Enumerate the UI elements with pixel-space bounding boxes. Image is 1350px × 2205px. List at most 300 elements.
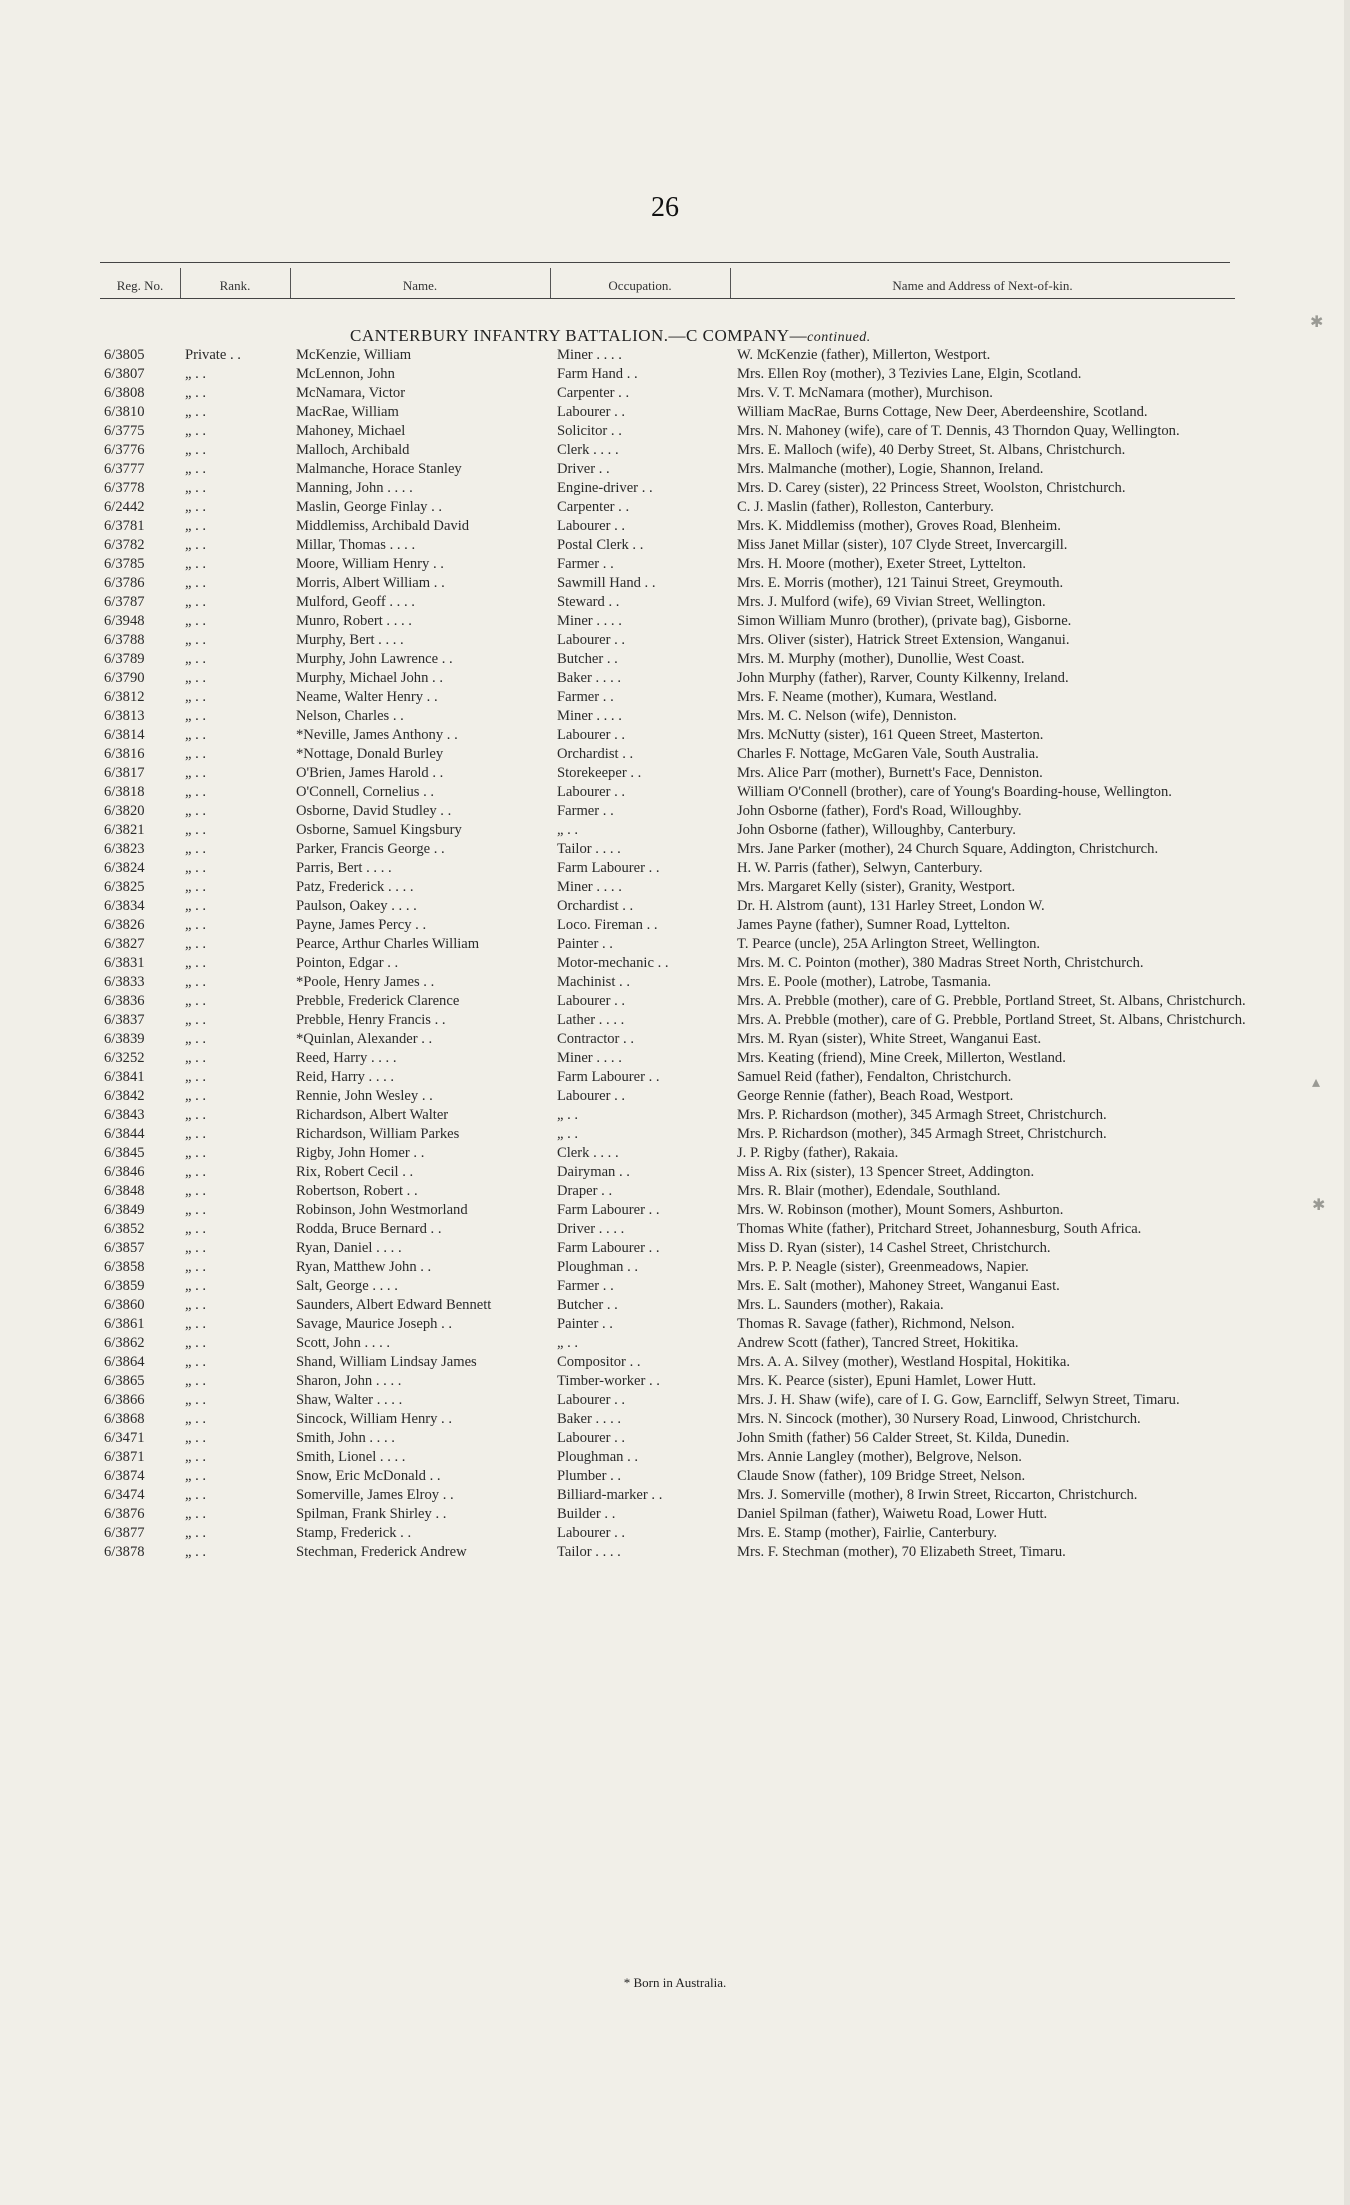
rank: „ . . xyxy=(185,803,207,819)
soldier-name: Pearce, Arthur Charles William xyxy=(296,936,480,952)
soldier-name: Neame, Walter Henry . . xyxy=(296,689,438,705)
table-row xyxy=(0,536,1350,555)
reg-number: 6/3789 xyxy=(104,651,145,667)
occupation: Billiard-marker . . xyxy=(557,1487,663,1503)
reg-number: 6/3871 xyxy=(104,1449,145,1465)
occupation: Machinist . . xyxy=(557,974,630,990)
occupation: Lather . . . . xyxy=(557,1012,625,1028)
soldier-name: Robertson, Robert . . xyxy=(296,1183,418,1199)
rank: „ . . xyxy=(185,366,207,382)
occupation: Sawmill Hand . . xyxy=(557,575,656,591)
reg-number: 6/3848 xyxy=(104,1183,145,1199)
next-of-kin: Mrs. W. Robinson (mother), Mount Somers, Ashburton. xyxy=(737,1202,1064,1218)
soldier-name: Richardson, Albert Walter xyxy=(296,1107,449,1123)
table-row xyxy=(0,650,1350,669)
table-row xyxy=(0,1258,1350,1277)
rank: „ . . xyxy=(185,613,207,629)
next-of-kin: T. Pearce (uncle), 25A Arlington Street, Wellington. xyxy=(737,936,1041,952)
next-of-kin: Mrs. M. C. Pointon (mother), 380 Madras Street North, Christchurch. xyxy=(737,955,1144,971)
next-of-kin: Daniel Spilman (father), Waiwetu Road, Lower Hutt. xyxy=(737,1506,1048,1522)
occupation: Farmer . . xyxy=(557,556,614,572)
next-of-kin: H. W. Parris (father), Selwyn, Canterbury. xyxy=(737,860,983,876)
soldier-name: Snow, Eric McDonald . . xyxy=(296,1468,441,1484)
occupation: Engine-driver . . xyxy=(557,480,653,496)
soldier-name: Pointon, Edgar . . xyxy=(296,955,399,971)
next-of-kin: Miss A. Rix (sister), 13 Spencer Street, Addington. xyxy=(737,1164,1035,1180)
rank: „ . . xyxy=(185,993,207,1009)
reg-number: 6/3252 xyxy=(104,1050,145,1066)
table-row xyxy=(0,384,1350,403)
reg-number: 6/3786 xyxy=(104,575,145,591)
next-of-kin: Charles F. Nottage, McGaren Vale, South Australia. xyxy=(737,746,1039,762)
soldier-name: Murphy, Bert . . . . xyxy=(296,632,404,648)
rank: „ . . xyxy=(185,974,207,990)
occupation: Tailor . . . . xyxy=(557,841,621,857)
next-of-kin: Andrew Scott (father), Tancred Street, Hokitika. xyxy=(737,1335,1019,1351)
reg-number: 6/3878 xyxy=(104,1544,145,1560)
occupation: Butcher . . xyxy=(557,651,618,667)
reg-number: 6/3843 xyxy=(104,1107,145,1123)
occupation: Postal Clerk . . xyxy=(557,537,644,553)
occupation: Clerk . . . . xyxy=(557,1145,619,1161)
next-of-kin: Mrs. M. Murphy (mother), Dunollie, West Coast. xyxy=(737,651,1025,667)
occupation: Farm Labourer . . xyxy=(557,1240,660,1256)
soldier-name: Saunders, Albert Edward Bennett xyxy=(296,1297,492,1313)
header-bottom-rule xyxy=(100,298,1235,299)
soldier-name: Somerville, James Elroy . . xyxy=(296,1487,454,1503)
header-top-rule xyxy=(100,262,1230,263)
reg-number: 6/3821 xyxy=(104,822,145,838)
occupation: „ . . xyxy=(557,1126,579,1142)
column-divider xyxy=(550,268,551,298)
reg-number: 6/3839 xyxy=(104,1031,145,1047)
next-of-kin: Mrs. P. P. Neagle (sister), Greenmeadows, Napier. xyxy=(737,1259,1029,1275)
next-of-kin: Mrs. E. Stamp (mother), Fairlie, Canterbury. xyxy=(737,1525,998,1541)
scan-speck: ✱ xyxy=(1310,314,1324,331)
rank: „ . . xyxy=(185,879,207,895)
reg-number: 6/3874 xyxy=(104,1468,145,1484)
rank: „ . . xyxy=(185,898,207,914)
rank: „ . . xyxy=(185,1449,207,1465)
next-of-kin: William MacRae, Burns Cottage, New Deer, Aberdeenshire, Scotland. xyxy=(737,404,1148,420)
reg-number: 6/3866 xyxy=(104,1392,145,1408)
rank: Private . . xyxy=(185,347,241,363)
next-of-kin: Mrs. E. Salt (mother), Mahoney Street, Wanganui East. xyxy=(737,1278,1060,1294)
next-of-kin: John Murphy (father), Rarver, County Kilkenny, Ireland. xyxy=(737,670,1069,686)
occupation: Ploughman . . xyxy=(557,1259,639,1275)
table-row xyxy=(0,669,1350,688)
section-continued: continued. xyxy=(807,330,871,345)
reg-number: 6/3841 xyxy=(104,1069,145,1085)
soldier-name: *Nottage, Donald Burley xyxy=(296,746,444,762)
next-of-kin: William O'Connell (brother), care of Young's Boarding-house, Wellington. xyxy=(737,784,1172,800)
occupation: Farmer . . xyxy=(557,1278,614,1294)
table-row xyxy=(0,555,1350,574)
table-row xyxy=(0,1372,1350,1391)
rank: „ . . xyxy=(185,955,207,971)
occupation: Loco. Fireman . . xyxy=(557,917,658,933)
next-of-kin: Mrs. A. A. Silvey (mother), Westland Hospital, Hokitika. xyxy=(737,1354,1070,1370)
reg-number: 6/3474 xyxy=(104,1487,145,1503)
reg-number: 6/3865 xyxy=(104,1373,145,1389)
occupation: Carpenter . . xyxy=(557,499,630,515)
rank: „ . . xyxy=(185,1202,207,1218)
soldier-name: Patz, Frederick . . . . xyxy=(296,879,414,895)
next-of-kin: Mrs. P. Richardson (mother), 345 Armagh Street, Christchurch. xyxy=(737,1107,1107,1123)
occupation: Farmer . . xyxy=(557,803,614,819)
rank: „ . . xyxy=(185,822,207,838)
occupation: Labourer . . xyxy=(557,1430,626,1446)
rank: „ . . xyxy=(185,1487,207,1503)
table-row xyxy=(0,1087,1350,1106)
reg-number: 6/3845 xyxy=(104,1145,145,1161)
occupation: Steward . . xyxy=(557,594,620,610)
table-row xyxy=(0,498,1350,517)
rank: „ . . xyxy=(185,423,207,439)
reg-number: 6/3842 xyxy=(104,1088,145,1104)
occupation: Carpenter . . xyxy=(557,385,630,401)
next-of-kin: Mrs. Jane Parker (mother), 24 Church Square, Addington, Christchurch. xyxy=(737,841,1159,857)
soldier-name: Murphy, Michael John . . xyxy=(296,670,443,686)
rank: „ . . xyxy=(185,1297,207,1313)
rank: „ . . xyxy=(185,594,207,610)
reg-number: 6/2442 xyxy=(104,499,145,515)
reg-number: 6/3776 xyxy=(104,442,145,458)
occupation: Baker . . . . xyxy=(557,670,622,686)
soldier-name: Reed, Harry . . . . xyxy=(296,1050,397,1066)
table-row xyxy=(0,992,1350,1011)
rank: „ . . xyxy=(185,1259,207,1275)
soldier-name: McKenzie, William xyxy=(296,347,412,363)
reg-number: 6/3849 xyxy=(104,1202,145,1218)
soldier-name: Murphy, John Lawrence . . xyxy=(296,651,453,667)
next-of-kin: Mrs. J. Mulford (wife), 69 Vivian Street, Wellington. xyxy=(737,594,1046,610)
rank: „ . . xyxy=(185,404,207,420)
next-of-kin: Mrs. N. Mahoney (wife), care of T. Dennis, 43 Thorndon Quay, Wellington. xyxy=(737,423,1180,439)
scan-speck: ▴ xyxy=(1312,1074,1321,1091)
next-of-kin: J. P. Rigby (father), Rakaia. xyxy=(737,1145,899,1161)
rank: „ . . xyxy=(185,689,207,705)
soldier-name: Nelson, Charles . . xyxy=(296,708,404,724)
rank: „ . . xyxy=(185,1373,207,1389)
table-row xyxy=(0,612,1350,631)
next-of-kin: Mrs. P. Richardson (mother), 345 Armagh Street, Christchurch. xyxy=(737,1126,1107,1142)
table-row xyxy=(0,707,1350,726)
table-row xyxy=(0,1334,1350,1353)
rank: „ . . xyxy=(185,575,207,591)
soldier-name: Smith, John . . . . xyxy=(296,1430,395,1446)
soldier-name: Ryan, Matthew John . . xyxy=(296,1259,432,1275)
soldier-name: Robinson, John Westmorland xyxy=(296,1202,468,1218)
table-row xyxy=(0,783,1350,802)
table-row xyxy=(0,517,1350,536)
occupation: Farm Hand . . xyxy=(557,366,638,382)
reg-number: 6/3852 xyxy=(104,1221,145,1237)
rank: „ . . xyxy=(185,1088,207,1104)
occupation: Builder . . xyxy=(557,1506,616,1522)
section-title xyxy=(350,326,871,346)
next-of-kin: Mrs. E. Poole (mother), Latrobe, Tasmania. xyxy=(737,974,992,990)
next-of-kin: Mrs. E. Morris (mother), 121 Tainui Street, Greymouth. xyxy=(737,575,1064,591)
table-row xyxy=(0,878,1350,897)
rank: „ . . xyxy=(185,917,207,933)
next-of-kin: Mrs. K. Middlemiss (mother), Groves Road, Blenheim. xyxy=(737,518,1061,534)
header-rank: Rank. xyxy=(219,278,251,293)
soldier-name: Osborne, David Studley . . xyxy=(296,803,452,819)
next-of-kin: Mrs. R. Blair (mother), Edendale, Southland. xyxy=(737,1183,1001,1199)
next-of-kin: Mrs. A. Prebble (mother), care of G. Prebble, Portland Street, St. Albans, Christchurch. xyxy=(737,1012,1246,1028)
soldier-name: Parris, Bert . . . . xyxy=(296,860,392,876)
reg-number: 6/3775 xyxy=(104,423,145,439)
occupation: Tailor . . . . xyxy=(557,1544,621,1560)
next-of-kin: Mrs. H. Moore (mother), Exeter Street, Lyttelton. xyxy=(737,556,1026,572)
occupation: Solicitor . . xyxy=(557,423,622,439)
table-row xyxy=(0,631,1350,650)
reg-number: 6/3825 xyxy=(104,879,145,895)
table-row xyxy=(0,859,1350,878)
rank: „ . . xyxy=(185,727,207,743)
soldier-name: McLennon, John xyxy=(296,366,395,382)
occupation: Labourer . . xyxy=(557,1525,626,1541)
occupation: „ . . xyxy=(557,822,579,838)
soldier-name: Parker, Francis George . . xyxy=(296,841,445,857)
soldier-name: Smith, Lionel . . . . xyxy=(296,1449,406,1465)
occupation: Motor-mechanic . . xyxy=(557,955,669,971)
next-of-kin: James Payne (father), Sumner Road, Lyttelton. xyxy=(737,917,1011,933)
rank: „ . . xyxy=(185,1050,207,1066)
occupation: Driver . . . . xyxy=(557,1221,625,1237)
table-row xyxy=(0,479,1350,498)
reg-number: 6/3857 xyxy=(104,1240,145,1256)
table-row xyxy=(0,1144,1350,1163)
soldier-name: Munro, Robert . . . . xyxy=(296,613,412,629)
occupation: Labourer . . xyxy=(557,632,626,648)
table-row xyxy=(0,1315,1350,1334)
rank: „ . . xyxy=(185,1183,207,1199)
reg-number: 6/3877 xyxy=(104,1525,145,1541)
table-row xyxy=(0,745,1350,764)
table-row xyxy=(0,821,1350,840)
table-row xyxy=(0,1391,1350,1410)
soldier-name: Spilman, Frank Shirley . . xyxy=(296,1506,447,1522)
next-of-kin: Mrs. F. Stechman (mother), 70 Elizabeth Street, Timaru. xyxy=(737,1544,1066,1560)
next-of-kin: Samuel Reid (father), Fendalton, Christchurch. xyxy=(737,1069,1012,1085)
table-row xyxy=(0,1030,1350,1049)
occupation: Miner . . . . xyxy=(557,879,622,895)
soldier-name: O'Connell, Cornelius . . xyxy=(296,784,435,800)
reg-number: 6/3834 xyxy=(104,898,145,914)
rank: „ . . xyxy=(185,1221,207,1237)
soldier-name: Malmanche, Horace Stanley xyxy=(296,461,462,477)
next-of-kin: Miss Janet Millar (sister), 107 Clyde Street, Invercargill. xyxy=(737,537,1068,553)
next-of-kin: Mrs. M. C. Nelson (wife), Denniston. xyxy=(737,708,957,724)
occupation: Driver . . xyxy=(557,461,610,477)
rank: „ . . xyxy=(185,1012,207,1028)
reg-number: 6/3817 xyxy=(104,765,145,781)
table-row xyxy=(0,973,1350,992)
soldier-name: Millar, Thomas . . . . xyxy=(296,537,416,553)
table-row xyxy=(0,365,1350,384)
soldier-name: Maslin, George Finlay . . xyxy=(296,499,443,515)
next-of-kin: Mrs. Annie Langley (mother), Belgrove, Nelson. xyxy=(737,1449,1022,1465)
rank: „ . . xyxy=(185,537,207,553)
next-of-kin: Claude Snow (father), 109 Bridge Street, Nelson. xyxy=(737,1468,1026,1484)
occupation: Miner . . . . xyxy=(557,708,622,724)
table-row xyxy=(0,1277,1350,1296)
occupation: Compositor . . xyxy=(557,1354,641,1370)
rank: „ . . xyxy=(185,1240,207,1256)
occupation: Dairyman . . xyxy=(557,1164,630,1180)
occupation: Orchardist . . xyxy=(557,746,634,762)
reg-number: 6/3785 xyxy=(104,556,145,572)
soldier-name: Shaw, Walter . . . . xyxy=(296,1392,403,1408)
next-of-kin: Mrs. J. Somerville (mother), 8 Irwin Street, Riccarton, Christchurch. xyxy=(737,1487,1138,1503)
footnote: * Born in Australia. xyxy=(623,1975,727,1990)
rank: „ . . xyxy=(185,1278,207,1294)
table-row xyxy=(0,593,1350,612)
reg-number: 6/3781 xyxy=(104,518,145,534)
occupation: Plumber . . xyxy=(557,1468,622,1484)
occupation: Miner . . . . xyxy=(557,1050,622,1066)
table-row xyxy=(0,1524,1350,1543)
rank: „ . . xyxy=(185,518,207,534)
reg-number: 6/3823 xyxy=(104,841,145,857)
soldier-name: Moore, William Henry . . xyxy=(296,556,444,572)
next-of-kin: Dr. H. Alstrom (aunt), 131 Harley Street, London W. xyxy=(737,898,1045,914)
rank: „ . . xyxy=(185,1411,207,1427)
soldier-name: *Neville, James Anthony . . xyxy=(296,727,458,743)
reg-number: 6/3827 xyxy=(104,936,145,952)
table-row xyxy=(0,688,1350,707)
soldier-name: Payne, James Percy . . xyxy=(296,917,427,933)
rank: „ . . xyxy=(185,670,207,686)
reg-number: 6/3808 xyxy=(104,385,145,401)
table-row xyxy=(0,935,1350,954)
soldier-name: Manning, John . . . . xyxy=(296,480,413,496)
rank: „ . . xyxy=(185,765,207,781)
rank: „ . . xyxy=(185,708,207,724)
reg-number: 6/3788 xyxy=(104,632,145,648)
rank: „ . . xyxy=(185,461,207,477)
occupation: Labourer . . xyxy=(557,404,626,420)
rank: „ . . xyxy=(185,499,207,515)
next-of-kin: Mrs. F. Neame (mother), Kumara, Westland. xyxy=(737,689,998,705)
next-of-kin: Mrs. Oliver (sister), Hatrick Street Extension, Wanganui. xyxy=(737,632,1070,648)
next-of-kin: Mrs. Alice Parr (mother), Burnett's Face, Denniston. xyxy=(737,765,1043,781)
next-of-kin: Mrs. Margaret Kelly (sister), Granity, Westport. xyxy=(737,879,1016,895)
rank: „ . . xyxy=(185,1316,207,1332)
soldier-name: Savage, Maurice Joseph . . xyxy=(296,1316,453,1332)
occupation: Baker . . . . xyxy=(557,1411,622,1427)
rank: „ . . xyxy=(185,1468,207,1484)
soldier-name: Ryan, Daniel . . . . xyxy=(296,1240,402,1256)
column-header-row xyxy=(100,268,1235,298)
table-row xyxy=(0,1448,1350,1467)
table-row xyxy=(0,840,1350,859)
rank: „ . . xyxy=(185,841,207,857)
table-row xyxy=(0,1011,1350,1030)
rank: „ . . xyxy=(185,784,207,800)
reg-number: 6/3812 xyxy=(104,689,145,705)
rank: „ . . xyxy=(185,651,207,667)
soldier-name: Prebble, Frederick Clarence xyxy=(296,993,460,1009)
occupation: Clerk . . . . xyxy=(557,442,619,458)
reg-number: 6/3864 xyxy=(104,1354,145,1370)
next-of-kin: Mrs. E. Malloch (wife), 40 Derby Street, St. Albans, Christchurch. xyxy=(737,442,1126,458)
table-row xyxy=(0,802,1350,821)
occupation: Labourer . . xyxy=(557,518,626,534)
rank: „ . . xyxy=(185,1430,207,1446)
table-row xyxy=(0,1125,1350,1144)
reg-number: 6/3837 xyxy=(104,1012,145,1028)
occupation: Farm Labourer . . xyxy=(557,1202,660,1218)
occupation: Ploughman . . xyxy=(557,1449,639,1465)
next-of-kin: John Osborne (father), Willoughby, Canterbury. xyxy=(737,822,1016,838)
table-row xyxy=(0,726,1350,745)
next-of-kin: Mrs. Ellen Roy (mother), 3 Tezivies Lane, Elgin, Scotland. xyxy=(737,366,1082,382)
header-occupation: Occupation. xyxy=(608,278,672,293)
occupation: Timber-worker . . xyxy=(557,1373,660,1389)
occupation: Miner . . . . xyxy=(557,347,622,363)
table-row xyxy=(0,1429,1350,1448)
table-row xyxy=(0,441,1350,460)
table-row xyxy=(0,1505,1350,1524)
next-of-kin: C. J. Maslin (father), Rolleston, Canterbury. xyxy=(737,499,994,515)
scan-speck: ✱ xyxy=(1312,1197,1326,1214)
reg-number: 6/3818 xyxy=(104,784,145,800)
table-row xyxy=(0,422,1350,441)
soldier-name: Rix, Robert Cecil . . xyxy=(296,1164,414,1180)
occupation: Labourer . . xyxy=(557,727,626,743)
table-row xyxy=(0,1486,1350,1505)
next-of-kin: Mrs. D. Carey (sister), 22 Princess Street, Woolston, Christchurch. xyxy=(737,480,1126,496)
soldier-name: Reid, Harry . . . . xyxy=(296,1069,395,1085)
occupation: Miner . . . . xyxy=(557,613,622,629)
soldier-name: *Poole, Henry James . . xyxy=(296,974,435,990)
roll-entries xyxy=(0,346,1350,1562)
occupation: Farm Labourer . . xyxy=(557,860,660,876)
section-title-text: CANTERBURY INFANTRY BATTALION.—C COMPANY— xyxy=(350,326,808,345)
next-of-kin: John Osborne (father), Ford's Road, Willoughby. xyxy=(737,803,1022,819)
rank: „ . . xyxy=(185,1107,207,1123)
table-row xyxy=(0,1201,1350,1220)
rank: „ . . xyxy=(185,860,207,876)
soldier-name: MacRae, William xyxy=(296,404,399,420)
soldier-name: O'Brien, James Harold . . xyxy=(296,765,444,781)
table-row xyxy=(0,1049,1350,1068)
table-row xyxy=(0,574,1350,593)
column-divider xyxy=(180,268,181,298)
reg-number: 6/3814 xyxy=(104,727,145,743)
occupation: Labourer . . xyxy=(557,993,626,1009)
reg-number: 6/3471 xyxy=(104,1430,145,1446)
rank: „ . . xyxy=(185,936,207,952)
table-row xyxy=(0,897,1350,916)
occupation: Farmer . . xyxy=(557,689,614,705)
rank: „ . . xyxy=(185,1354,207,1370)
occupation: Labourer . . xyxy=(557,784,626,800)
soldier-name: Morris, Albert William . . xyxy=(296,575,445,591)
occupation: Labourer . . xyxy=(557,1392,626,1408)
reg-number: 6/3846 xyxy=(104,1164,145,1180)
reg-number: 6/3868 xyxy=(104,1411,145,1427)
table-row xyxy=(0,1353,1350,1372)
reg-number: 6/3948 xyxy=(104,613,145,629)
reg-number: 6/3876 xyxy=(104,1506,145,1522)
next-of-kin: Thomas R. Savage (father), Richmond, Nelson. xyxy=(737,1316,1015,1332)
page-number: 26 xyxy=(651,192,679,223)
next-of-kin: Mrs. N. Sincock (mother), 30 Nursery Road, Linwood, Christchurch. xyxy=(737,1411,1141,1427)
